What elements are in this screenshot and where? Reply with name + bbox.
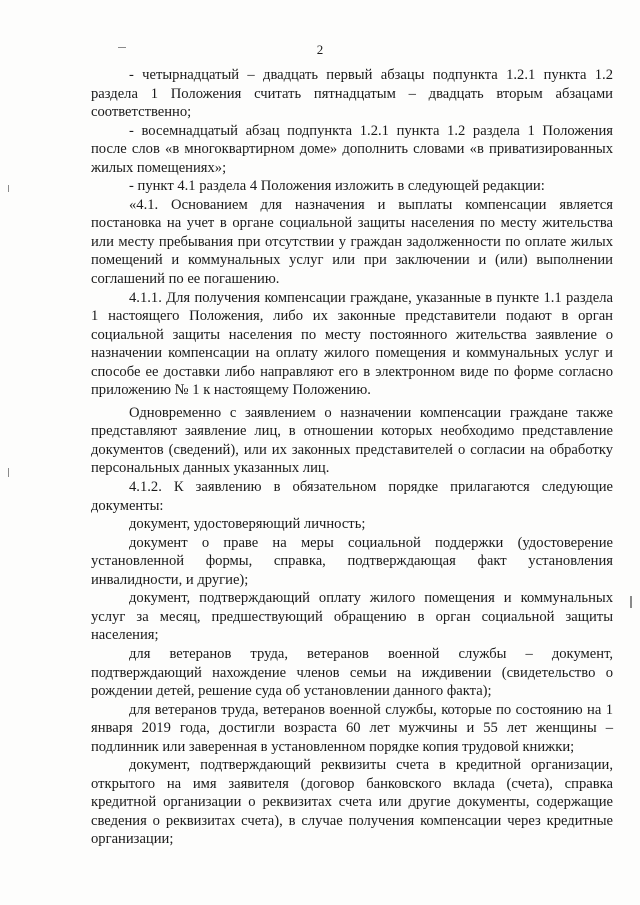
paragraph-4-1: «4.1. Основанием для назначения и выплаты компенсации является постановка на учет в органе социальной защиты населения по месту жительства или месту пребывания при отсутствии у граждан задолженности по оплате жилых помещений и коммунальных услуг или при заключении и (или) выполнении соглашений по ее погашению. (91, 196, 613, 288)
paragraph-consent: Одновременно с заявлением о назначении компенсации граждане также представляют заявление лиц, в отношении которых необходимо представление документов (сведений), или их законных представителей о согласии на обработку персональных данных указанных лиц. (91, 404, 613, 477)
list-item-dependents-document: для ветеранов труда, ветеранов военной службы – документ, подтверждающий нахождение членов семьи на иждивении (свидетельство о рождении детей, решение суда об установлении данного факта); (91, 645, 613, 700)
list-item-support-right-document: документ о праве на меры социальной поддержки (удостоверение установленной формы, справка, подтверждающая факт установления инвалидности, и другие); (91, 534, 613, 588)
list-item-identity-document: документ, удостоверяющий личность; (129, 516, 366, 533)
paragraph-4-1-1: 4.1.1. Для получения компенсации граждане, указанные в пункте 1.1 раздела 1 настоящего Положения, либо их законные представители подают в орган социальной защиты населения по месту постоянного жительства заявление о назначении компенсации на оплату жилого помещения и коммунальных услуг и способе ее доставки либо направляют его в электронном виде по форме согласно приложению № 1 к настоящему Положению. (91, 289, 613, 399)
paragraph-renumber-clause: - четырнадцатый – двадцать первый абзацы подпункта 1.2.1 пункта 1.2 раздела 1 Положения считать пятнадцатым – двадцать вторым абзацами соответственно; (91, 67, 613, 121)
document-body (91, 66, 613, 849)
scan-artifact (8, 185, 9, 192)
list-item-employment-record: для ветеранов труда, ветеранов военной службы, которые по состоянию на 1 января 2019 года, достигли возраста 60 лет мужчины и 55 лет женщины – подлинник или заверенная в установленном порядке копия трудовой книжки; (91, 701, 613, 755)
list-item-payment-document: документ, подтверждающий оплату жилого помещения и коммунальных услуг за месяц, предшествующий обращению в орган социальной защиты населения; (91, 590, 613, 644)
paragraph-addition-clause: - восемнадцатый абзац подпункта 1.2.1 пункта 1.2 раздела 1 Положения после слов «в многоквартирном доме» дополнить словами «в приватизированных жилых помещениях»; (91, 122, 613, 176)
paragraph-section-4-intro: - пункт 4.1 раздела 4 Положения изложить в следующей редакции: (129, 178, 545, 195)
scan-artifact (8, 468, 9, 477)
paragraph-4-1-2: 4.1.2. К заявлению в обязательном порядке прилагаются следующие документы: (91, 479, 613, 514)
scan-artifact (630, 596, 632, 608)
list-item-bank-details: документ, подтверждающий реквизиты счета в кредитной организации, открытого на имя заявителя (договор банковского вклада (счета), справка кредитной организации о реквизитах счета или другие документы, содержащие сведения о реквизитах счета), в случае получения компенсации через кредитные организации; (91, 757, 613, 848)
page-number: 2 (316, 42, 324, 57)
scan-artifact (118, 47, 126, 48)
